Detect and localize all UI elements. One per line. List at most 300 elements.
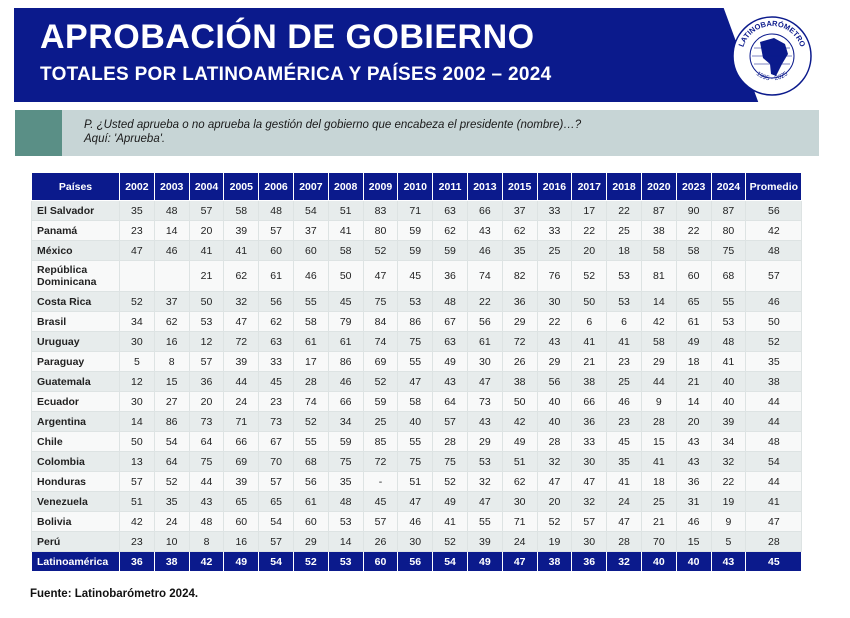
value-cell: 23 — [259, 392, 294, 412]
value-cell: 38 — [641, 221, 676, 241]
value-cell: 62 — [224, 261, 259, 292]
value-cell: 47 — [572, 472, 607, 492]
value-cell: 81 — [641, 261, 676, 292]
value-cell: 46 — [607, 392, 642, 412]
value-cell: 51 — [398, 472, 433, 492]
table-row — [32, 532, 802, 552]
value-cell: 45 — [363, 492, 398, 512]
value-cell: 54 — [293, 201, 328, 221]
table-header-row — [32, 173, 802, 201]
value-cell: 12 — [120, 372, 155, 392]
value-cell: 57 — [363, 512, 398, 532]
average-cell: 50 — [746, 312, 802, 332]
value-cell: 14 — [328, 532, 363, 552]
value-cell: 46 — [154, 241, 189, 261]
value-cell: 22 — [537, 312, 572, 332]
value-cell: 44 — [189, 472, 224, 492]
value-cell: 57 — [120, 472, 155, 492]
table-row — [32, 292, 802, 312]
value-cell: 12 — [189, 332, 224, 352]
value-cell: 79 — [328, 312, 363, 332]
value-cell: 61 — [293, 332, 328, 352]
value-cell: 52 — [537, 512, 572, 532]
value-cell: 35 — [120, 201, 155, 221]
value-cell: 5 — [711, 532, 746, 552]
value-cell: 57 — [572, 512, 607, 532]
value-cell: 35 — [607, 452, 642, 472]
value-cell: 58 — [641, 241, 676, 261]
value-cell: 25 — [607, 221, 642, 241]
average-cell: 56 — [746, 201, 802, 221]
value-cell: 61 — [467, 332, 502, 352]
value-cell: 41 — [607, 472, 642, 492]
value-cell: 21 — [676, 372, 711, 392]
value-cell: 47 — [363, 261, 398, 292]
value-cell: 29 — [641, 352, 676, 372]
value-cell: 30 — [572, 452, 607, 472]
value-cell: 40 — [711, 392, 746, 412]
value-cell: 37 — [293, 221, 328, 241]
value-cell: 40 — [537, 412, 572, 432]
value-cell: 69 — [363, 352, 398, 372]
value-cell: 73 — [189, 412, 224, 432]
value-cell: 80 — [711, 221, 746, 241]
country-name: Costa Rica — [32, 292, 120, 312]
value-cell: 32 — [572, 492, 607, 512]
value-cell: 19 — [537, 532, 572, 552]
value-cell: 31 — [676, 492, 711, 512]
value-cell: 50 — [572, 292, 607, 312]
average-cell: 44 — [746, 472, 802, 492]
approval-table — [31, 172, 802, 572]
value-cell: 52 — [293, 552, 328, 572]
value-cell: 14 — [120, 412, 155, 432]
value-cell: 60 — [293, 512, 328, 532]
value-cell: 39 — [224, 221, 259, 241]
value-cell: 62 — [433, 221, 468, 241]
value-cell: 20 — [572, 241, 607, 261]
value-cell: 21 — [572, 352, 607, 372]
value-cell: 41 — [711, 352, 746, 372]
value-cell: 36 — [433, 261, 468, 292]
country-name: Guatemala — [32, 372, 120, 392]
value-cell: 56 — [293, 472, 328, 492]
value-cell: 72 — [363, 452, 398, 472]
value-cell: 60 — [259, 241, 294, 261]
country-name: República Dominicana — [32, 261, 120, 292]
value-cell: 35 — [154, 492, 189, 512]
value-cell: 49 — [502, 432, 537, 452]
value-cell: 57 — [189, 201, 224, 221]
column-header: 2008 — [328, 173, 363, 201]
value-cell: 46 — [328, 372, 363, 392]
value-cell: 36 — [120, 552, 155, 572]
value-cell: 74 — [363, 332, 398, 352]
logo-name: LATINOBARÓMETRO — [736, 18, 808, 49]
table-row — [32, 241, 802, 261]
country-name: Bolivia — [32, 512, 120, 532]
value-cell: 36 — [502, 292, 537, 312]
value-cell: 62 — [502, 221, 537, 241]
column-header: 2011 — [433, 173, 468, 201]
value-cell: 40 — [711, 372, 746, 392]
average-cell: 48 — [746, 432, 802, 452]
question-line-1: P. ¿Usted aprueba o no aprueba la gestión del gobierno que encabeza el presidente (nombre)…? — [84, 119, 582, 131]
value-cell: 8 — [189, 532, 224, 552]
value-cell: 43 — [676, 432, 711, 452]
value-cell: 58 — [328, 241, 363, 261]
column-header: 2007 — [293, 173, 328, 201]
value-cell: 59 — [398, 241, 433, 261]
value-cell: 49 — [433, 352, 468, 372]
value-cell: 26 — [363, 532, 398, 552]
value-cell: 54 — [433, 552, 468, 572]
table-row — [32, 352, 802, 372]
value-cell: 65 — [224, 492, 259, 512]
value-cell: 50 — [120, 432, 155, 452]
value-cell: 41 — [328, 221, 363, 241]
value-cell: 72 — [502, 332, 537, 352]
value-cell: 32 — [537, 452, 572, 472]
value-cell: 66 — [328, 392, 363, 412]
value-cell: 22 — [711, 472, 746, 492]
value-cell: 37 — [502, 201, 537, 221]
value-cell: 39 — [711, 412, 746, 432]
value-cell: 43 — [711, 552, 746, 572]
value-cell: 39 — [224, 472, 259, 492]
average-cell: 47 — [746, 512, 802, 532]
value-cell: 75 — [363, 292, 398, 312]
value-cell: 59 — [433, 241, 468, 261]
value-cell: 59 — [398, 221, 433, 241]
value-cell: 86 — [398, 312, 433, 332]
value-cell: 29 — [502, 312, 537, 332]
value-cell: 54 — [259, 552, 294, 572]
value-cell: 30 — [120, 392, 155, 412]
value-cell: 87 — [711, 201, 746, 221]
value-cell: 71 — [502, 512, 537, 532]
average-cell: 44 — [746, 412, 802, 432]
value-cell: 75 — [398, 452, 433, 472]
table-row — [32, 412, 802, 432]
value-cell: 18 — [676, 352, 711, 372]
value-cell: 38 — [154, 552, 189, 572]
value-cell: 65 — [676, 292, 711, 312]
average-cell: 44 — [746, 392, 802, 412]
value-cell: 18 — [607, 241, 642, 261]
value-cell: 49 — [224, 552, 259, 572]
table-row — [32, 452, 802, 472]
logo-years: 1995 · 2025 — [754, 70, 790, 83]
value-cell: 51 — [328, 201, 363, 221]
value-cell: 53 — [189, 312, 224, 332]
value-cell: 62 — [259, 312, 294, 332]
value-cell: 58 — [676, 241, 711, 261]
value-cell: 48 — [328, 492, 363, 512]
value-cell: 16 — [224, 532, 259, 552]
value-cell: 20 — [537, 492, 572, 512]
value-cell: 90 — [676, 201, 711, 221]
value-cell: 60 — [676, 261, 711, 292]
value-cell: 44 — [224, 372, 259, 392]
column-header: 2002 — [120, 173, 155, 201]
value-cell: 66 — [467, 201, 502, 221]
value-cell: 23 — [120, 221, 155, 241]
average-cell: 42 — [746, 221, 802, 241]
value-cell: 14 — [676, 392, 711, 412]
value-cell: 83 — [363, 201, 398, 221]
value-cell: 75 — [433, 452, 468, 472]
country-name: Chile — [32, 432, 120, 452]
value-cell: 14 — [641, 292, 676, 312]
value-cell: 68 — [293, 452, 328, 472]
average-cell: 38 — [746, 372, 802, 392]
value-cell: 41 — [607, 332, 642, 352]
value-cell: 41 — [433, 512, 468, 532]
value-cell: 61 — [676, 312, 711, 332]
value-cell: 64 — [154, 452, 189, 472]
value-cell: 25 — [641, 492, 676, 512]
average-cell: 54 — [746, 452, 802, 472]
value-cell: 6 — [572, 312, 607, 332]
value-cell: 32 — [467, 472, 502, 492]
value-cell: 86 — [154, 412, 189, 432]
value-cell: 51 — [502, 452, 537, 472]
value-cell: 47 — [120, 241, 155, 261]
value-cell: 47 — [467, 372, 502, 392]
value-cell: 20 — [676, 412, 711, 432]
value-cell: 49 — [467, 552, 502, 572]
country-name: Ecuador — [32, 392, 120, 412]
value-cell: 50 — [328, 261, 363, 292]
value-cell: 40 — [398, 412, 433, 432]
value-cell: 10 — [154, 532, 189, 552]
value-cell: 61 — [328, 332, 363, 352]
value-cell: 64 — [433, 392, 468, 412]
value-cell: 52 — [363, 372, 398, 392]
question-marker — [15, 110, 62, 156]
value-cell: 21 — [641, 512, 676, 532]
value-cell: 47 — [537, 472, 572, 492]
value-cell: 71 — [224, 412, 259, 432]
value-cell: 55 — [293, 292, 328, 312]
value-cell: 47 — [467, 492, 502, 512]
value-cell: 42 — [502, 412, 537, 432]
value-cell: 50 — [502, 392, 537, 412]
value-cell: 49 — [676, 332, 711, 352]
value-cell: 56 — [537, 372, 572, 392]
value-cell: 22 — [676, 221, 711, 241]
value-cell: 66 — [572, 392, 607, 412]
value-cell: 52 — [363, 241, 398, 261]
value-cell: 55 — [467, 512, 502, 532]
value-cell: 52 — [293, 412, 328, 432]
value-cell: 58 — [641, 332, 676, 352]
value-cell: 54 — [259, 512, 294, 532]
value-cell: 68 — [711, 261, 746, 292]
value-cell: 48 — [433, 292, 468, 312]
value-cell: 58 — [224, 201, 259, 221]
value-cell: 42 — [641, 312, 676, 332]
value-cell: 47 — [502, 552, 537, 572]
value-cell: 40 — [537, 392, 572, 412]
value-cell: 55 — [398, 432, 433, 452]
value-cell: 61 — [259, 261, 294, 292]
value-cell: 14 — [154, 221, 189, 241]
value-cell: 63 — [259, 332, 294, 352]
value-cell: 22 — [572, 221, 607, 241]
value-cell: 57 — [259, 472, 294, 492]
value-cell: 17 — [572, 201, 607, 221]
value-cell: 23 — [607, 352, 642, 372]
page-title: APROBACIÓN DE GOBIERNO — [40, 18, 535, 56]
value-cell: 26 — [502, 352, 537, 372]
value-cell: 84 — [363, 312, 398, 332]
table-row — [32, 432, 802, 452]
value-cell: 17 — [293, 352, 328, 372]
value-cell: 52 — [433, 472, 468, 492]
country-name: Venezuela — [32, 492, 120, 512]
average-cell: 28 — [746, 532, 802, 552]
value-cell: 57 — [433, 412, 468, 432]
column-header: 2005 — [224, 173, 259, 201]
value-cell: 34 — [120, 312, 155, 332]
column-header: 2023 — [676, 173, 711, 201]
value-cell: 55 — [293, 432, 328, 452]
value-cell: 46 — [398, 512, 433, 532]
value-cell: 40 — [676, 552, 711, 572]
value-cell: 47 — [607, 512, 642, 532]
value-cell: 25 — [363, 412, 398, 432]
value-cell: 39 — [467, 532, 502, 552]
value-cell: 67 — [259, 432, 294, 452]
latinobarometro-logo — [730, 14, 814, 98]
value-cell: 58 — [398, 392, 433, 412]
country-name: Uruguay — [32, 332, 120, 352]
value-cell: 53 — [711, 312, 746, 332]
value-cell: 60 — [224, 512, 259, 532]
value-cell: 42 — [189, 552, 224, 572]
country-name: Colombia — [32, 452, 120, 472]
value-cell — [154, 261, 189, 292]
value-cell: 63 — [433, 201, 468, 221]
average-cell: 57 — [746, 261, 802, 292]
country-name: Paraguay — [32, 352, 120, 372]
value-cell: 39 — [224, 352, 259, 372]
country-name: Honduras — [32, 472, 120, 492]
column-header: 2016 — [537, 173, 572, 201]
value-cell: 60 — [363, 552, 398, 572]
value-cell: 33 — [537, 201, 572, 221]
value-cell: 42 — [120, 512, 155, 532]
column-header: 2004 — [189, 173, 224, 201]
value-cell: 28 — [293, 372, 328, 392]
average-cell: 35 — [746, 352, 802, 372]
value-cell: 85 — [363, 432, 398, 452]
value-cell: 48 — [259, 201, 294, 221]
table-row — [32, 512, 802, 532]
value-cell: 25 — [537, 241, 572, 261]
value-cell: 65 — [259, 492, 294, 512]
value-cell: 20 — [189, 221, 224, 241]
value-cell: 23 — [607, 412, 642, 432]
value-cell: 22 — [467, 292, 502, 312]
value-cell: 38 — [537, 552, 572, 572]
value-cell: 57 — [259, 532, 294, 552]
table-row — [32, 312, 802, 332]
value-cell: 50 — [189, 292, 224, 312]
value-cell: 29 — [537, 352, 572, 372]
value-cell: 52 — [120, 292, 155, 312]
value-cell: 60 — [293, 241, 328, 261]
value-cell: 69 — [224, 452, 259, 472]
value-cell: 47 — [398, 492, 433, 512]
value-cell: 30 — [120, 332, 155, 352]
value-cell: 21 — [189, 261, 224, 292]
value-cell: 30 — [572, 532, 607, 552]
value-cell: 72 — [224, 332, 259, 352]
value-cell: 45 — [259, 372, 294, 392]
value-cell: 80 — [363, 221, 398, 241]
value-cell: 56 — [398, 552, 433, 572]
value-cell: 73 — [259, 412, 294, 432]
value-cell: 53 — [467, 452, 502, 472]
value-cell: 33 — [572, 432, 607, 452]
table-row — [32, 392, 802, 412]
value-cell: 75 — [398, 332, 433, 352]
value-cell: 56 — [467, 312, 502, 332]
value-cell: 82 — [502, 261, 537, 292]
value-cell: 62 — [154, 312, 189, 332]
value-cell: 66 — [224, 432, 259, 452]
value-cell: 73 — [467, 392, 502, 412]
column-header: 2013 — [467, 173, 502, 201]
column-header: 2009 — [363, 173, 398, 201]
country-name: Brasil — [32, 312, 120, 332]
country-name: Panamá — [32, 221, 120, 241]
value-cell: 24 — [607, 492, 642, 512]
value-cell: - — [363, 472, 398, 492]
value-cell: 48 — [711, 332, 746, 352]
value-cell: 36 — [676, 472, 711, 492]
source-note: Fuente: Latinobarómetro 2024. — [30, 588, 199, 600]
value-cell: 41 — [572, 332, 607, 352]
average-cell: 46 — [746, 292, 802, 312]
value-cell: 24 — [224, 392, 259, 412]
value-cell: 9 — [641, 392, 676, 412]
value-cell: 20 — [189, 392, 224, 412]
value-cell: 47 — [224, 312, 259, 332]
value-cell: 70 — [259, 452, 294, 472]
column-header: 2010 — [398, 173, 433, 201]
column-header: 2015 — [502, 173, 537, 201]
value-cell: 30 — [467, 352, 502, 372]
value-cell: 9 — [711, 512, 746, 532]
average-cell: 45 — [746, 552, 802, 572]
value-cell: 16 — [154, 332, 189, 352]
value-cell: 59 — [328, 432, 363, 452]
value-cell: 56 — [259, 292, 294, 312]
value-cell: 29 — [467, 432, 502, 452]
value-cell: 75 — [328, 452, 363, 472]
value-cell: 47 — [398, 372, 433, 392]
average-cell: 48 — [746, 241, 802, 261]
value-cell: 32 — [607, 552, 642, 572]
value-cell: 48 — [154, 201, 189, 221]
column-header: 2020 — [641, 173, 676, 201]
page-subtitle: TOTALES POR LATINOAMÉRICA Y PAÍSES 2002 – 2024 — [40, 64, 552, 85]
table-row — [32, 332, 802, 352]
